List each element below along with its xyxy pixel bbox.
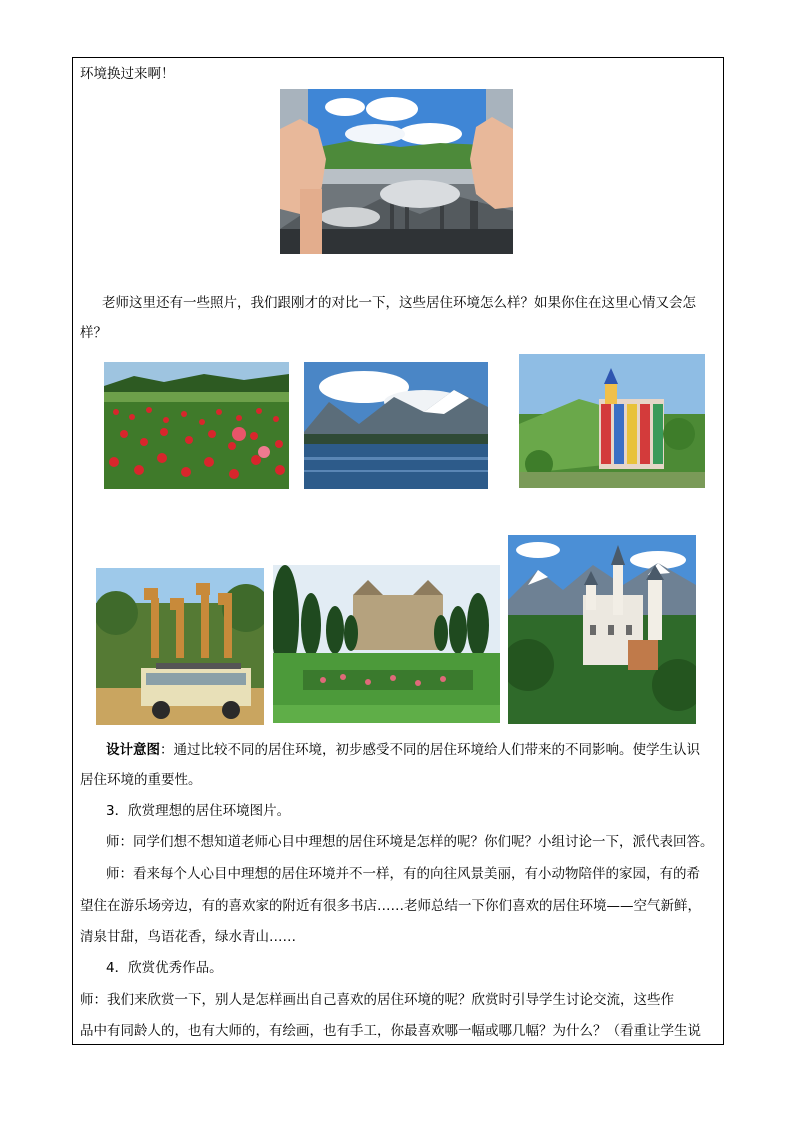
- mountain-lake-photo: [304, 362, 488, 489]
- manor-garden-photo: [273, 565, 500, 723]
- line-2: 老师这里还有一些照片，我们跟刚才的对比一下，这些居住环境怎么样？如果你住在这里心情又会怎: [102, 295, 696, 311]
- line-13: 品中有同龄人的，也有大师的，有绘画，也有手工，你最喜欢哪一幅或哪几幅？为什么？（看重让学生说: [80, 1023, 701, 1039]
- design-intent-line: [106, 740, 700, 760]
- line-7: 师：同学们想不想知道老师心目中理想的居住环境是怎样的呢？你们呢？小组讨论一下，派代表回答。: [106, 834, 714, 850]
- giraffes-safari-truck-photo: [96, 568, 264, 725]
- design-intent-text: ：通过比较不同的居住环境，初步感受不同的居住环境给人们带来的不同影响。使学生认识: [160, 742, 700, 758]
- design-intent-label: 设计意图: [106, 742, 160, 758]
- line-8: 师：看来每个人心目中理想的居住环境并不一样，有的向往风景美丽，有小动物陪伴的家园，有的希: [106, 866, 700, 882]
- line-6: 3．欣赏理想的居住环境图片。: [106, 803, 291, 819]
- line-5: 居住环境的重要性。: [80, 772, 202, 788]
- line-10: 清泉甘甜，鸟语花香，绿水青山……: [80, 929, 296, 945]
- colorful-house-green-roof-photo: [519, 354, 705, 488]
- line-1: 环境换过来啊！: [80, 66, 175, 82]
- line-11: 4．欣赏优秀作品。: [106, 960, 223, 976]
- line-12: 师：我们来欣赏一下，别人是怎样画出自己喜欢的居住环境的呢？欣赏时引导学生讨论交流，这些作: [80, 992, 674, 1008]
- hands-holding-sky-photo: [280, 89, 513, 254]
- poppy-field-photo: [104, 362, 289, 489]
- neuschwanstein-castle-photo: [508, 535, 696, 724]
- line-3: 样？: [80, 325, 107, 341]
- line-9: 望住在游乐场旁边，有的喜欢家的附近有很多书店……老师总结一下你们喜欢的居住环境——空气新鲜，: [80, 898, 701, 914]
